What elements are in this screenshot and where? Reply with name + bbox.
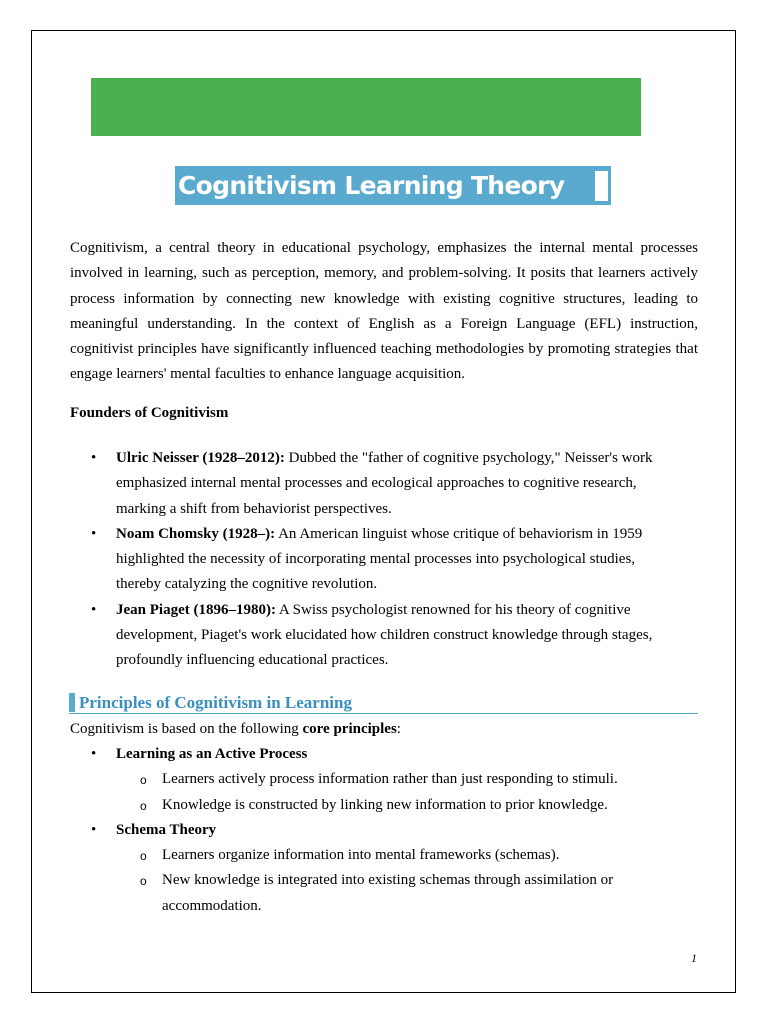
bullet-icon: • bbox=[91, 601, 97, 618]
founder-name: Noam Chomsky (1928–): bbox=[116, 525, 276, 542]
intro-suffix: : bbox=[396, 721, 401, 737]
principle-label: Learning as an Active Process bbox=[116, 746, 308, 762]
sub-list-item bbox=[116, 793, 676, 818]
founders-heading: Founders of Cognitivism bbox=[70, 405, 229, 421]
sub-item-text: Learners organize information into mental frameworks (schemas). bbox=[162, 847, 560, 864]
document-title[interactable]: Cognitivism Learning Theory bbox=[178, 171, 565, 200]
page-number: 1 bbox=[691, 951, 697, 965]
intro-bold: core principles bbox=[302, 721, 397, 737]
sub-list-item bbox=[116, 843, 676, 868]
principles-intro bbox=[70, 718, 401, 740]
principles-heading-text: Principles of Cognitivism in Learning bbox=[79, 693, 352, 712]
sub-item-text: Learners actively process information rather than just responding to stimuli. bbox=[162, 771, 618, 788]
intro-paragraph: Cognitivism, a central theory in educational psychology, emphasizes the internal mental processes involved in learning, such as perception, memory, and problem-solving. It posits that learners actively process information by connecting new knowledge with existing cognitive structures, leading to meaningful understanding. In the context of English as a Foreign Language (EFL) instruction, cognitivist principles have significantly influenced teaching methodologies by promoting strategies that engage learners' mental faculties to enhance language acquisition. bbox=[70, 240, 698, 383]
bullet-icon: • bbox=[91, 821, 97, 838]
founder-description: Dubbed the "father of cognitive psychology," Neisser's work emphasized internal mental processes and ecological approaches to cognitive research, marking a shift from behaviorist perspectives. bbox=[116, 450, 653, 517]
founders-list bbox=[91, 446, 676, 674]
sub-list-item bbox=[116, 868, 676, 919]
principles-list bbox=[91, 742, 676, 919]
founder-description: A Swiss psychologist renowned for his theory of cognitive development, Piaget's work elucidated how children construct knowledge through stages, profoundly influencing educational practices. bbox=[116, 601, 653, 669]
circle-bullet-icon: o bbox=[140, 773, 147, 788]
list-item bbox=[91, 446, 676, 522]
intro-prefix: Cognitivism is based on the following bbox=[70, 721, 303, 737]
sub-list bbox=[116, 843, 676, 919]
sub-list-item bbox=[116, 767, 676, 792]
circle-bullet-icon: o bbox=[140, 874, 147, 889]
bullet-icon: • bbox=[91, 450, 97, 466]
text-cursor bbox=[595, 171, 608, 201]
list-item bbox=[91, 742, 676, 818]
heading-accent-bar bbox=[69, 693, 75, 712]
bullet-icon: • bbox=[91, 746, 97, 762]
sub-list bbox=[116, 767, 676, 818]
list-item bbox=[91, 598, 676, 674]
list-item bbox=[91, 522, 676, 598]
bullet-icon: • bbox=[91, 525, 97, 542]
circle-bullet-icon: o bbox=[140, 849, 147, 864]
circle-bullet-icon: o bbox=[140, 798, 147, 813]
sub-item-text: New knowledge is integrated into existing schemas through assimilation or accommodation. bbox=[162, 872, 614, 914]
founder-name: Ulric Neisser (1928–2012): bbox=[116, 450, 285, 466]
principle-label: Schema Theory bbox=[116, 821, 217, 838]
title-box bbox=[175, 166, 611, 205]
principles-heading bbox=[69, 692, 698, 714]
founder-description: An American linguist whose critique of behaviorism in 1959 highlighted the necessity of incorporating mental processes into psychological studies, thereby catalyzing the cognitive revolution. bbox=[116, 525, 643, 593]
sub-item-text: Knowledge is constructed by linking new information to prior knowledge. bbox=[162, 796, 608, 813]
founder-name: Jean Piaget (1896–1980): bbox=[116, 601, 276, 618]
header-banner bbox=[91, 78, 641, 136]
list-item bbox=[91, 818, 676, 919]
